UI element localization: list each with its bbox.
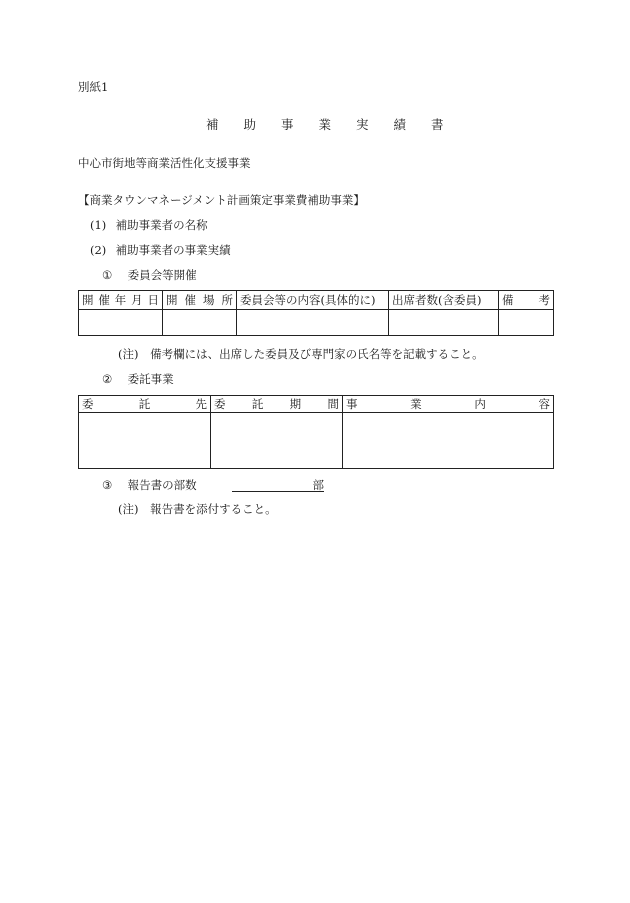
consignment-table bbox=[78, 395, 554, 469]
item-number: (1) bbox=[90, 218, 107, 232]
table-cell[interactable] bbox=[343, 413, 554, 469]
note-attach-report bbox=[118, 502, 277, 516]
subitem-report-copies bbox=[102, 478, 197, 492]
table-cell[interactable] bbox=[79, 413, 211, 469]
note-text: 備考欄には、出席した委員及び専門家の氏名等を記載すること。 bbox=[150, 347, 484, 361]
item-project-results bbox=[90, 243, 231, 257]
table-cell[interactable] bbox=[163, 310, 237, 336]
note-text: 報告書を添付すること。 bbox=[150, 502, 277, 516]
header-meeting-date: 開 催 年 月 日 bbox=[79, 291, 163, 310]
table-cell[interactable] bbox=[389, 310, 499, 336]
table-cell[interactable] bbox=[79, 310, 163, 336]
subitem-number: ③ bbox=[102, 478, 113, 492]
annex-label: 別紙1 bbox=[78, 80, 109, 94]
subitem-committee-meetings bbox=[102, 268, 197, 282]
item-number: (2) bbox=[90, 243, 107, 257]
title-char: 実 bbox=[355, 117, 369, 132]
title-char: 事 bbox=[280, 117, 294, 132]
title-char: 書 bbox=[430, 117, 444, 132]
subitem-label: 報告書の部数 bbox=[127, 478, 197, 492]
note-prefix: (注) bbox=[118, 502, 139, 516]
subitem-consignment bbox=[102, 372, 174, 386]
report-copies-field[interactable] bbox=[232, 478, 324, 492]
subitem-number: ① bbox=[102, 268, 113, 282]
table-header-row bbox=[79, 396, 554, 413]
item-label: 補助事業者の名称 bbox=[115, 218, 208, 232]
header-remarks: 備 考 bbox=[499, 291, 554, 310]
committee-meetings-table bbox=[78, 290, 554, 336]
header-attendees: 出席者数(含委員) bbox=[389, 291, 499, 310]
title-char: 業 bbox=[318, 117, 332, 132]
note-remarks bbox=[118, 347, 484, 361]
section-heading: 【商業タウンマネージメント計画策定事業費補助事業】 bbox=[78, 193, 365, 207]
header-consignment-period: 委 託 期 間 bbox=[211, 396, 343, 413]
subitem-label: 委託事業 bbox=[127, 372, 174, 386]
subitem-label: 委員会等開催 bbox=[127, 268, 197, 282]
item-organization-name bbox=[90, 218, 208, 232]
document-title bbox=[150, 118, 500, 132]
title-char: 補 bbox=[205, 117, 219, 132]
header-meeting-place: 開 催 場 所 bbox=[163, 291, 237, 310]
header-meeting-content: 委員会等の内容(具体的に) bbox=[237, 291, 389, 310]
note-prefix: (注) bbox=[118, 347, 139, 361]
table-cell[interactable] bbox=[237, 310, 389, 336]
header-consignee: 委 託 先 bbox=[79, 396, 211, 413]
title-char: 助 bbox=[243, 117, 257, 132]
table-cell[interactable] bbox=[499, 310, 554, 336]
table-row bbox=[79, 413, 554, 469]
program-name: 中心市街地等商業活性化支援事業 bbox=[78, 156, 251, 170]
subitem-number: ② bbox=[102, 372, 113, 386]
header-project-content: 事 業 内 容 bbox=[343, 396, 554, 413]
table-header-row bbox=[79, 291, 554, 310]
title-char: 績 bbox=[393, 117, 407, 132]
table-cell[interactable] bbox=[211, 413, 343, 469]
table-row bbox=[79, 310, 554, 336]
copies-unit: 部 bbox=[312, 478, 324, 492]
item-label: 補助事業者の事業実績 bbox=[115, 243, 231, 257]
